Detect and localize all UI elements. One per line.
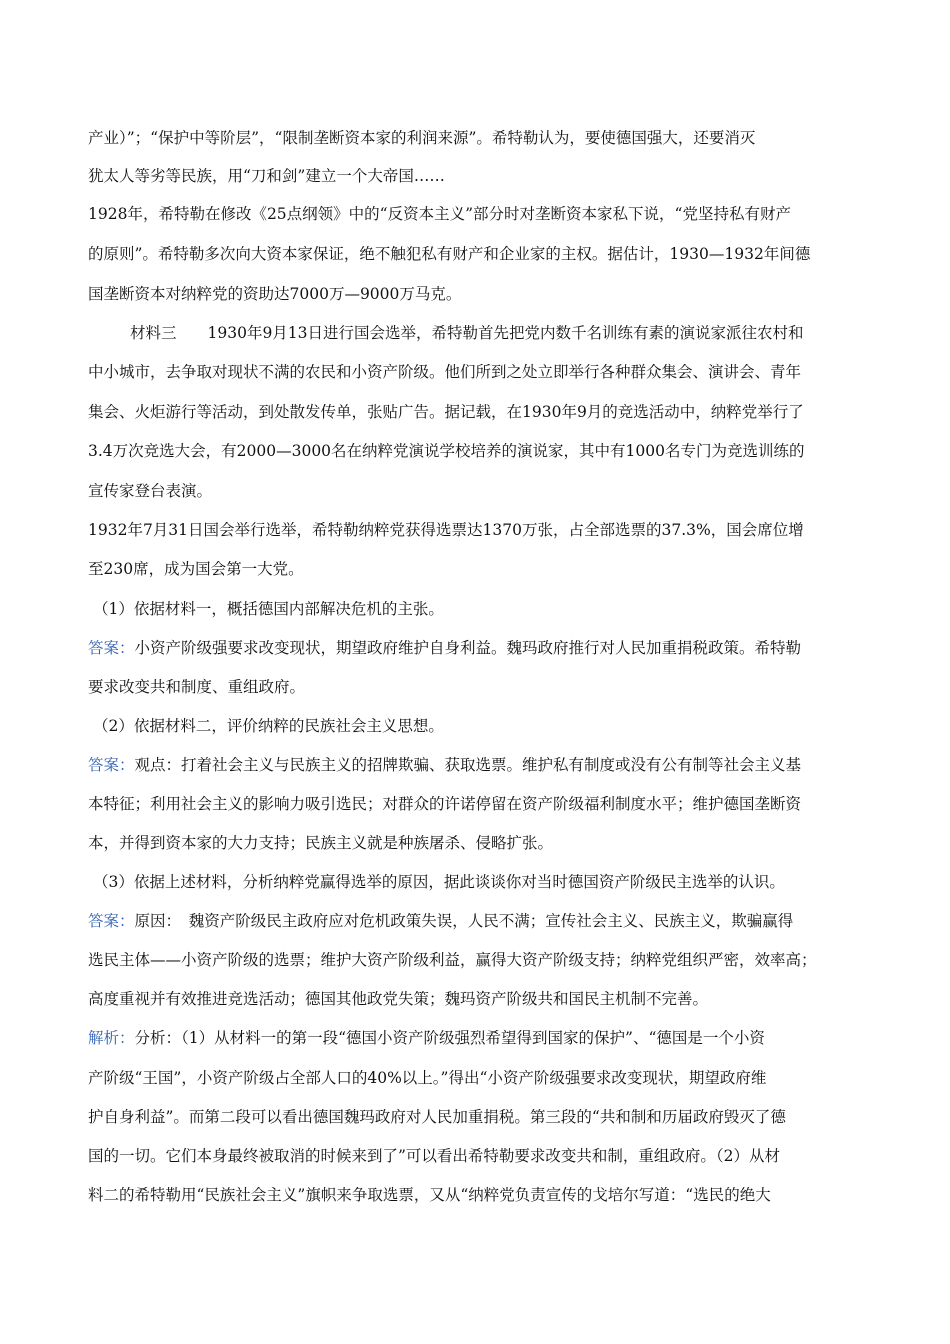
analysis-text: 分析：（1）从材料一的第一段“德国小资产阶级强烈希望得到国家的保护”、“德国是一个小资 [134, 1029, 765, 1047]
answer-text: 小资产阶级强要求改变现状，期望政府维护自身利益。魏玛政府推行对人民加重捐税政策。希特勒 [134, 639, 802, 657]
text-line: 产业）”；“保护中等阶层”，“限制垄断资本家的利润来源”。希特勒认为，要使德国强大，还要消灭 [88, 129, 756, 147]
text-line: 产阶级“王国”，小资产阶级占全部人口的40%以上。”得出“小资产阶级强要求改变现状，期望政府维 [88, 1069, 767, 1087]
text-line: 宣传家登台表演。 [88, 482, 213, 500]
answer-2-line [88, 754, 878, 776]
question-1: （1）依据材料一，概括德国内部解决危机的主张。 [93, 600, 444, 618]
answer-text: 原因： 魏资产阶级民主政府应对危机政策失误，人民不满；宣传社会主义、民族主义，欺骗赢得 [134, 912, 794, 930]
text-line: 的原则”。希特勒多次向大资本家保证，绝不触犯私有财产和企业家的主权。据估计，1930—1932年间德 [88, 245, 811, 263]
text-line: 中小城市，去争取对现状不满的农民和小资产阶级。他们所到之处立即举行各种群众集会、演讲会、青年 [88, 363, 802, 381]
text-line: 国的一切。它们本身最终被取消的时候来到了”可以看出希特勒要求改变共和制，重组政府。（2）从材 [88, 1147, 781, 1165]
analysis-line [88, 1027, 878, 1049]
answer-text: 观点：打着社会主义与民族主义的招牌欺骗、获取选票。维护私有制度或没有公有制等社会主义基 [134, 756, 802, 774]
text-line: 国垄断资本对纳粹党的资助达7000万—9000万马克。 [88, 285, 462, 303]
text-line: 3.4万次竞选大会，有2000—3000名在纳粹党演说学校培养的演说家，其中有1000名专门为竞选训练的 [88, 442, 805, 460]
text-line: 1928年，希特勒在修改《25点纲领》中的“反资本主义”部分时对垄断资本家私下说，“党坚持私有财产 [88, 205, 791, 223]
text-line: 护自身利益”。而第二段可以看出德国魏玛政府对人民加重捐税。第三段的“共和制和历届政府毁灭了德 [88, 1108, 786, 1126]
answer-3-line [88, 910, 878, 932]
answer-label: 答案： [88, 756, 135, 774]
text-line: 犹太人等劣等民族，用“刀和剑”建立一个大帝国…… [88, 167, 445, 185]
answer-1-line [88, 637, 878, 659]
text-line: 高度重视并有效推进竞选活动；德国其他政党失策；魏玛资产阶级共和国民主机制不完善。 [88, 990, 709, 1008]
answer-label: 答案： [88, 639, 135, 657]
text-line: 1932年7月31日国会举行选举，希特勒纳粹党获得选票达1370万张，占全部选票的37.3%，国会席位增 [88, 521, 804, 539]
analysis-label: 解析： [88, 1029, 135, 1047]
text-line: 集会、火炬游行等活动，到处散发传单，张贴广告。据记载，在1930年9月的竞选活动中，纳粹党举行了 [88, 403, 804, 421]
text-line: 至230席，成为国会第一大党。 [88, 560, 304, 578]
text-line: 料二的希特勒用“民族社会主义”旗帜来争取选票，又从“纳粹党负责宣传的戈培尔写道：“选民的绝大 [88, 1186, 771, 1204]
text-line: 本，并得到资本家的大力支持；民族主义就是种族屠杀、侵略扩张。 [88, 834, 554, 852]
answer-label: 答案： [88, 912, 135, 930]
text-line: 选民主体——小资产阶级的选票；维护大资产阶级利益，赢得大资产阶级支持；纳粹党组织严密，效率高； [88, 951, 817, 969]
material-three-line: 材料三 1930年9月13日进行国会选举，希特勒首先把党内数千名训练有素的演说家派往农村和 [130, 324, 804, 342]
question-2: （2）依据材料二，评价纳粹的民族社会主义思想。 [93, 717, 444, 735]
question-3: （3）依据上述材料，分析纳粹党赢得选举的原因，据此谈谈你对当时德国资产阶级民主选举的认识。 [93, 873, 785, 891]
text-line: 要求改变共和制度、重组政府。 [88, 678, 306, 696]
text-line: 本特征；利用社会主义的影响力吸引选民；对群众的许诺停留在资产阶级福利制度水平；维护德国垄断资 [88, 795, 802, 813]
